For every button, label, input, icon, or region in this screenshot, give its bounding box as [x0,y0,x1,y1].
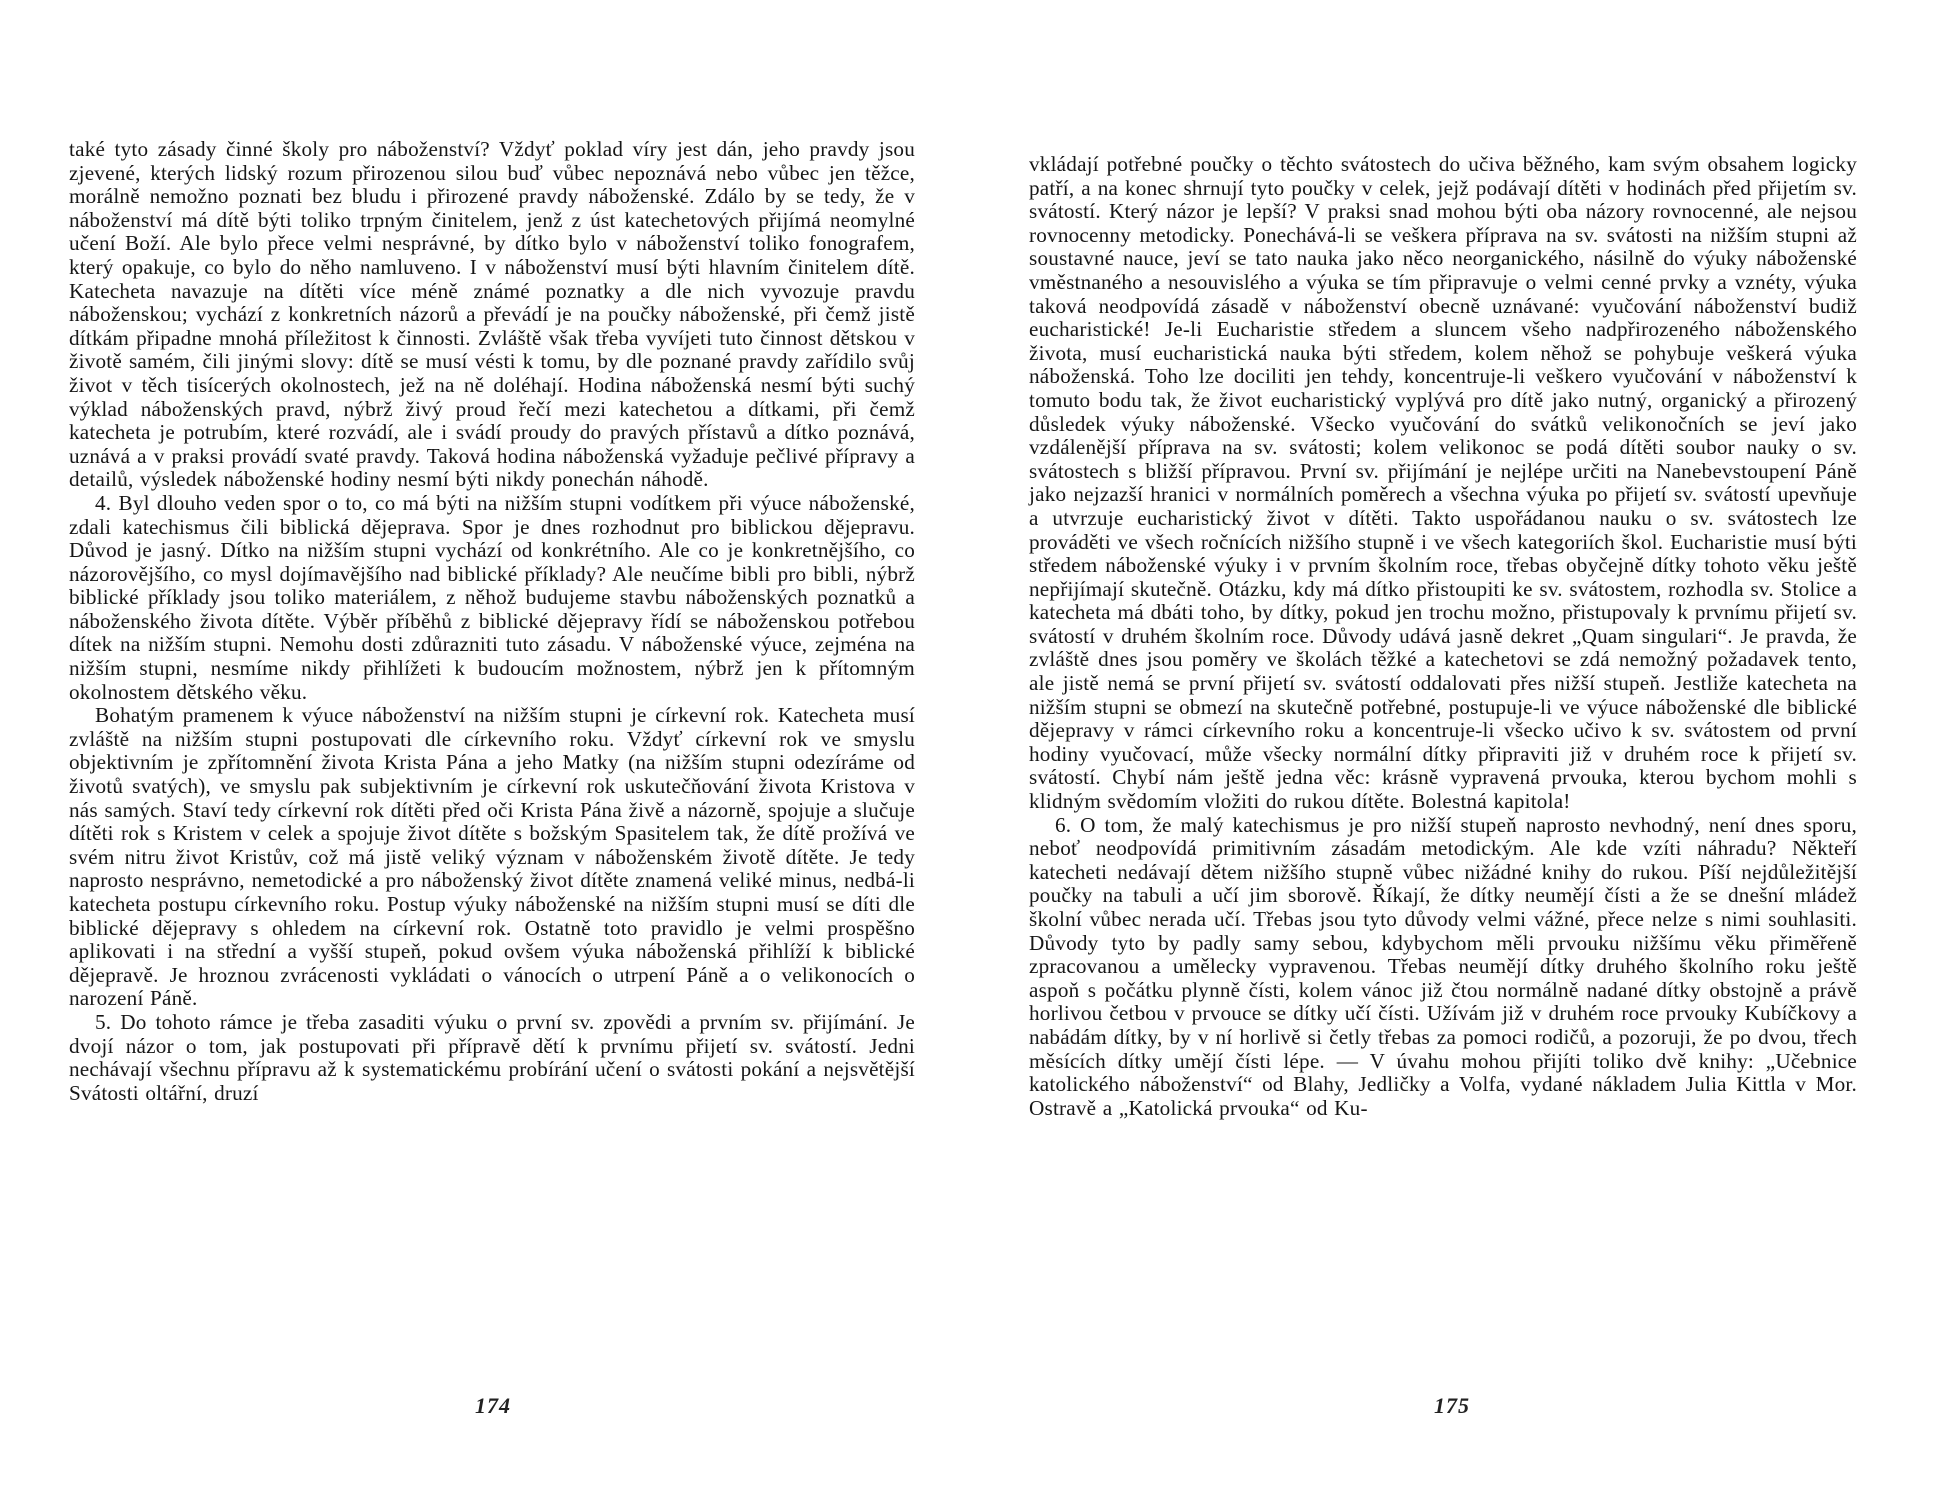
right-page [974,0,1948,1500]
right-page-number: 175 [1434,1393,1470,1418]
left-paragraph-2: 4. Byl dlouho veden spor o to, co má býti na nižším stupni vodítkem při výuce náboženské, zdali katechismus čili biblická dějeprava. Spor je dnes rozhodnut pro biblickou dějepravu. Důvod je jasný. Dítko na nižším stupni vychází od konkrétního. Ale co je konkretnějšího, co názorovějšího, co mysl dojímavějšího nad biblické příklady? Ale neučíme bibli pro bibli, nýbrž biblické příklady jsou toliko materiálem, z něhož budujeme stavbu náboženských poznatků a náboženského života dítěte. Výběr příběhů z biblické dějepravy řídí se náboženskou potřebou dítek na nižším stupni. Nemohu dosti zdůrazniti tuto zásadu. V náboženské výuce, zejména na nižším stupni, nesmíme nikdy přihlížeti k budoucím možnostem, nýbrž jen k přítomným okolnostem dětského věku. [69,490,915,704]
left-paragraph-4: 5. Do tohoto rámce je třeba zasaditi výuku o první sv. zpovědi a prvním sv. přijímání. Je dvojí názor o tom, jak postupovati při přípravě dětí k prvnímu přijetí sv. svátostí. Jedni nechávají všechnu přípravu až k systematickému probírání učení o svátosti pokání a nejsvětější Svátosti oltářní, druzí [69,1009,915,1105]
left-paragraph-1: také tyto zásady činné školy pro náboženství? Vždyť poklad víry jest dán, jeho pravdy jsou zjevené, kterých lidský rozum přirozenou silou buď vůbec nepoznává nebo vůbec jen těžce, morálně nemožno poznati bez bludu i přirozené pravdy náboženské. Zdálo by se tedy, že v náboženství má dítě býti toliko trpným činitelem, jenž z úst katechetových přijímá neomylné učení Boží. Ale bylo přece velmi nesprávné, by dítko bylo v náboženství toliko fonografem, který opakuje, co bylo do něho namluveno. I v náboženství musí býti hlavním činitelem dítě. Katecheta navazuje na dítěti více méně známé poznatky a dle nich vyvozuje pravdu náboženskou; vychází z konkretních názorů a převádí je na poučky náboženské, při čemž jistě dítkám připadne mnohá příležitost k činnosti. Zvláště však třeba vyvíjeti tuto činnost dětskou v životě samém, čili jinými slovy: dítě se musí vésti k tomu, by dle poznané pravdy zařídilo svůj život v těch tisícerých okolnostech, jež na ně doléhají. Hodina náboženská nesmí býti suchý výklad náboženských pravd, nýbrž živý proud řečí mezi katechetou a dítkami, při čemž katecheta je potrubím, které rozvádí, ale i svádí proudy do pravých přístavů a dítko poznává, uznává a v praksi provádí svaté pravdy. Taková hodina náboženská vyžaduje pečlivé přípravy a detailů, výsledek náboženské hodiny nesmí býti nikdy ponechán náhodě. [69,137,915,492]
right-page-body [1029,153,1857,1120]
right-paragraph-1: vkládají potřebné poučky o těchto svátostech do učiva běžného, kam svým obsahem logicky patří, a na konec shrnují tyto poučky v celek, jejž podávají dítěti v hodinách před přijetím sv. svátostí. Který názor je lepší? V praksi snad mohou býti oba názory rovnocenné, ale nejsou rovnocenny metodicky. Ponechává-li se veškera příprava na sv. svátosti na nižším stupni až soustavné nauce, jeví se tato nauka jako něco neorganického, násilně do výuky náboženské vměstnaného a nesouvislého a výuka se tím připravuje o velmi cenné prvky a vznéty, výuka taková neodpovídá zásadě v náboženství obecně uznávané: vyučování náboženství budiž eucharistické! Je-li Eucharistie středem a sluncem všeho nadpřirozeného náboženského života, musí eucharistická nauka býti středem, kolem něhož se pohybuje veškerá výuka náboženská. Toho lze dociliti jen tehdy, koncentruje-li veškero vyučování v náboženství k tomuto bodu tak, že život eucharistický vyplývá pro dítě jako nutný, organický a přirozený důsledek výuky náboženské. Všecko vyučování do svátků velikonočních se jeví jako vzdálenější příprava na sv. svátosti; kolem velikonoc se podá dítěti soubor nauky o sv. svátostech s bližší přípravou. První sv. přijímání je nejlépe určiti na Nanebevstoupení Páně jako nejzazší hranici v normálních poměrech a všechna výuka po přijetí sv. svátostí upevňuje a utvrzuje eucharistický život v dítěti. Takto uspořádanou nauku o sv. svátostech lze prováděti ve všech ročnících nižšího stupně i ve všech kategoriích škol. Eucharistie musí býti středem náboženské výuky i v prvním školním roce, třebas obyčejně dítky tohoto věku ještě nepřijímají skutečně. Otázku, kdy má dítko přistoupiti ke sv. svátostem, rozhodla sv. Stolice a katecheta má dbáti toho, by dítky, pokud jen trochu možno, přistupovaly k prvnímu přijetí sv. svátostí v druhém školním roce. Důvody udává jasně dekret „Quam singulari“. Je pravda, že zvláště dnes jsou poměry ve školách těžké a katechetovi se zdá nemožný požadavek tento, ale jistě nemá se první přijetí sv. svátostí oddalovati přes nižší stupeň. Jestliže katecheta na nižším stupni se obmezí na skutečně potřebné, postupuje-li ve výuce náboženské dle biblické dějepravy v rámci církevního roku a koncentruje-li všecko učivo k sv. svátostem od první hodiny vyučovací, může všecky normální dítky připraviti již v druhém roce k přijetí sv. svátostí. Chybí nám ještě jedna věc: krásně vypravená prvouka, kterou bychom mohli s klidným svědomím vložiti do rukou dítěte. Bolestná kapitola! [1029,152,1857,814]
right-paragraph-2: 6. O tom, že malý katechismus je pro nižší stupeň naprosto nevhodný, není dnes sporu, neboť neodpovídá primitivním zásadám metodickým. Ale kde vzíti náhradu? Někteří katecheti nedávají dětem nižšího stupně vůbec nižádné knihy do rukou. Píší nejdůležitější poučky na tabuli a učí jim sborově. Říkají, že dítky neumějí čísti a že se dnešní mládež školní vůbec nerada učí. Třebas jsou tyto důvody velmi vážné, přece nelze s nimi souhlasiti. Důvody tyto by padly samy sebou, kdybychom měli prvouku nižšímu věku přiměřeně zpracovanou a umělecky vypravenou. Třebas neumějí dítky druhého školního roku ještě aspoň s počátku plynně čísti, kolem vánoc již čtou normálně nadané dítky obstojně a právě horlivou četbou v prvouce se dítky učí čísti. Užívám již v druhém roce prvouky Kubíčkovy a nabádám dítky, by v ní horlivě si četly třebas za pomoci rodičů, a pozoruji, že po dvou, třech měsících dítky umějí čísti lépe. — V úvahu mohou přijíti toliko dvě knihy: „Učebnice katolického náboženství“ od Blahy, Jedličky a Volfa, vydané nákladem Julia Kittla v Mor. Ostravě a „Katolická prvouka“ od Ku- [1029,812,1857,1120]
left-page-body [69,138,915,1105]
left-page-number: 174 [475,1393,511,1418]
left-paragraph-3: Bohatým pramenem k výuce náboženství na nižším stupni je církevní rok. Katecheta musí zvláště na nižším stupni postupovati dle církevního roku. Vždyť církevní rok ve smyslu objektivním je zpřítomnění života Krista Pána a jeho Matky (na nižším stupni odezíráme od životů svatých), ve smyslu pak subjektivním je církevní rok uskutečňování života Kristova v nás samých. Staví tedy církevní rok dítěti před oči Krista Pána živě a názorně, spojuje a slučuje dítěti rok s Kristem v celek a spojuje život dítěte s božským Spasitelem tak, že dítě prožívá ve svém nitru život Kristův, což má jistě veliký význam v náboženském životě dítěte. Je tedy naprosto nesprávno, nemetodické a pro náboženský život dítěte znamená veliké minus, nedbá-li katecheta postupu církevního roku. Postup výuky náboženské na nižším stupni musí se díti dle biblické dějepravy s ohledem na církevní rok. Ostatně toto pravidlo je velmi prospěšno aplikovati i na střední a vyšší stupeň, pokud ovšem výuka náboženská přihlíží k biblické dějepravě. Je hroznou zvrácenosti vykládati o vánocích o utrpení Páně a o velikonocích o narození Páně. [69,703,915,1011]
